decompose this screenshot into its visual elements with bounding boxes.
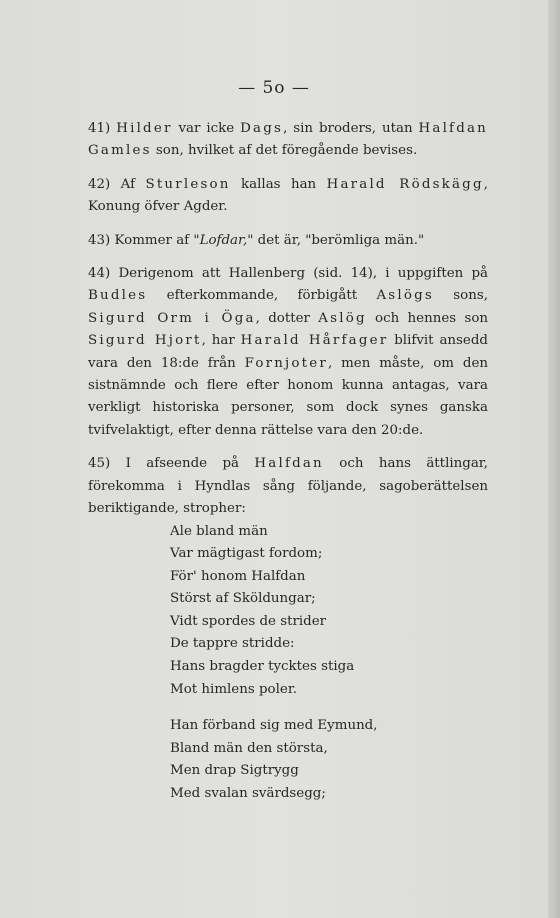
note-45 bbox=[88, 453, 488, 520]
text-run: son, hvilket af det föregående bevises. bbox=[151, 143, 418, 159]
spaced-name: Halfdan bbox=[254, 456, 324, 472]
page-edge bbox=[548, 0, 560, 918]
text-run: 44) Derigenom att bbox=[88, 266, 229, 282]
verse-line: Med svalan svärdsegg; bbox=[170, 786, 326, 802]
text-run: , dotter bbox=[255, 310, 319, 326]
verse-line: Bland män den största, bbox=[170, 740, 328, 756]
note-41 bbox=[88, 118, 488, 163]
verse-line: Hans bragder tycktes stiga bbox=[170, 659, 355, 675]
text-run: och hennes son bbox=[366, 310, 488, 326]
text-run: (sid. 14), i uppgiften på bbox=[305, 266, 488, 282]
spaced-name: Harald Rödskägg bbox=[326, 176, 484, 192]
page-number-header: — 5o — bbox=[238, 78, 310, 98]
text-run: blifvit ansedd vara den 18:de från bbox=[88, 333, 488, 371]
spaced-name: Dags bbox=[240, 121, 284, 136]
note-43 bbox=[88, 230, 488, 252]
spaced-name: Sigurd Hjort bbox=[88, 333, 202, 349]
note-44 bbox=[88, 263, 488, 442]
text-run: kallas han bbox=[230, 176, 327, 192]
verse-line: Ale bland män bbox=[170, 523, 268, 539]
spaced-name: Aslög bbox=[318, 310, 367, 326]
verse-line: De tappre stridde: bbox=[170, 636, 295, 652]
verse-line: Vidt spordes de strider bbox=[170, 613, 327, 629]
spaced-name: Aslögs bbox=[376, 288, 434, 304]
spaced-name: Sturleson bbox=[145, 176, 231, 192]
text-run: Hallenberg bbox=[228, 266, 306, 282]
text-run: , sin broders, utan bbox=[283, 121, 419, 136]
verse-line: Störst af Sköldungar; bbox=[170, 591, 316, 607]
verse-line: Men drap Sigtrygg bbox=[170, 763, 299, 779]
text-run: 41) bbox=[88, 121, 117, 136]
spaced-name: Harald Hårfager bbox=[240, 333, 389, 349]
text-run: efterkommande, förbigått bbox=[147, 288, 377, 304]
text-run: sons, bbox=[433, 288, 488, 304]
verse-line: Mot himlens poler. bbox=[170, 681, 298, 697]
text-run: "Lofdar," bbox=[193, 232, 254, 248]
verse-stanza-1 bbox=[88, 521, 488, 702]
spaced-name: Hilder bbox=[116, 121, 173, 136]
text-run: 45) I afseende på bbox=[88, 456, 255, 472]
spaced-name: Fornjoter bbox=[244, 355, 328, 371]
text-run: , men måste, om den sistnämnde och flere efter honom kunna antagas, vara verkligt historiska personer, som dock synes ganska tvifvelaktigt, efter denna rättelse vara den 20:de. bbox=[88, 355, 488, 438]
verse-line: Han förband sig med Eymund, bbox=[170, 718, 378, 734]
spaced-name: Sigurd Orm i Öga bbox=[88, 310, 256, 326]
note-42 bbox=[88, 174, 488, 219]
verse-line: För' honom Halfdan bbox=[170, 568, 306, 584]
text-run: , Konung öfver Agder. bbox=[88, 176, 488, 215]
text-run: 42) Af bbox=[88, 176, 146, 192]
text-run: , har bbox=[201, 333, 241, 349]
page-body bbox=[88, 118, 488, 806]
verse-stanza-2 bbox=[88, 715, 488, 805]
text-run: 43) Kommer af bbox=[88, 232, 194, 248]
spaced-name: Halfdan Gamles bbox=[88, 121, 488, 159]
text-run: det är, "berömliga män." bbox=[253, 232, 425, 248]
text-run: var icke bbox=[172, 121, 241, 136]
text-run: och hans ättlingar, förekomma i Hyndlas sång följande, sagoberättelsen beriktigande, stropher: bbox=[88, 456, 488, 517]
verse-line: Var mägtigast fordom; bbox=[170, 546, 323, 562]
spaced-name: Budles bbox=[88, 288, 148, 304]
